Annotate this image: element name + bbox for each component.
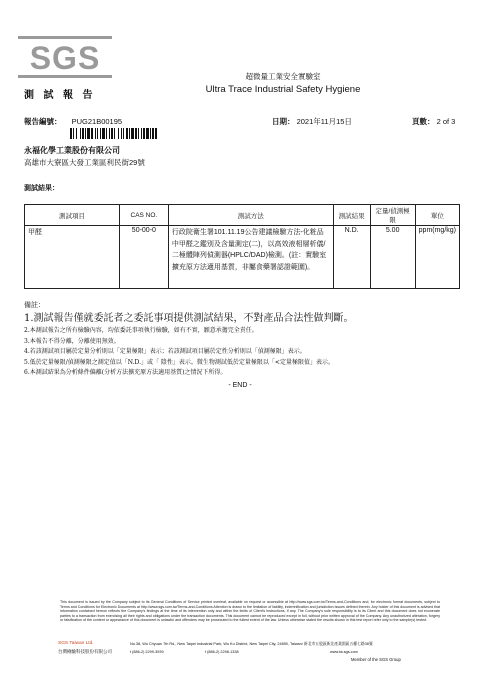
end-marker: - END - bbox=[228, 382, 252, 389]
lab-name-zh: 超微量工業安全實驗室 bbox=[245, 72, 321, 81]
results-label: 測試結果： bbox=[24, 185, 59, 192]
lab-name-en: Ultra Trace Industrial Safety Hygiene bbox=[205, 84, 361, 95]
cell-limit: 5.00 bbox=[370, 226, 415, 289]
footer-company-zh: 台灣檢驗科技股份有限公司 bbox=[58, 649, 112, 654]
cell-item: 甲醛 bbox=[25, 226, 120, 289]
note-item: 6.本測試結果為分析條件偏離(分析方法擴充原方法適用基質)之情況下所得。 bbox=[24, 369, 227, 376]
footer-web: www.tw.sgs.com bbox=[330, 650, 358, 654]
col-cas: CAS NO. bbox=[119, 205, 168, 226]
sgs-logo bbox=[18, 36, 112, 78]
page-value: 2 of 3 bbox=[436, 117, 456, 126]
client-company: 永福化學工業股份有限公司 bbox=[24, 146, 120, 155]
note-item: 5.低於定量極限/偵測極限之測定值以「N.D.」或「 陰性」表示。微生物測試低於定量極限以「<定量極限值」表示。 bbox=[24, 358, 334, 366]
col-method: 測試方法 bbox=[168, 205, 333, 226]
table-row bbox=[25, 226, 460, 289]
notes-list bbox=[24, 312, 464, 379]
report-no-label: 報告編號： bbox=[24, 117, 62, 126]
col-result: 測試結果 bbox=[333, 205, 370, 226]
footer-tel: t (886-2) 2299-3939 bbox=[130, 650, 164, 654]
cell-unit: ppm(mg/kg) bbox=[415, 226, 459, 289]
barcode bbox=[70, 126, 175, 137]
col-unit: 單位 bbox=[415, 205, 459, 226]
cell-method: 行政院衛生署101.11.19公告建議檢驗方法-化粧品中甲醛之鑑別及含量測定(二)，以高效液相層析儀/二極體陣列偵測器(HPLC/DAD)檢測。(註：實驗室擴充原方法適用基質，非屬食藥署認證範圍)。 bbox=[168, 226, 333, 289]
footer-address: No.38, Wu Chyuan 7th Rd., New Taipei Industrial Park, Wu Ku District, New Taipei City, 24890, Taiwan/ 新北市五股區新北產業園區五權七路38號 bbox=[130, 642, 373, 646]
note-item: 2.本測試報告之所有檢驗內容，均依委託事項執行檢驗，如有不實，願意承擔完全責任。 bbox=[24, 327, 258, 334]
client-address: 高雄市大寮區大發工業區利民街29號 bbox=[24, 158, 145, 167]
cell-cas: 50-00-0 bbox=[119, 226, 168, 289]
notes-label: 備註： bbox=[24, 302, 45, 309]
footer-company-en: SGS Taiwan Ltd. bbox=[58, 641, 94, 646]
note-item: 1.測試報告僅就委託者之委託事項提供測試結果，不對產品合法性做判斷。 bbox=[24, 313, 354, 324]
footer-disclaimer: This document is issued by the Company subject to its General Conditions of Service printed overleaf, available on request or accessible at http://www.sgs.com.tw/Terms-and-Conditions and, for electronic format documents, subject to Terms and Conditions for Electronic Documents at http://www.sgs.com.tw/Terms-and-Conditions Attention is drawn to the limitation of liability, indemnification and jurisdiction issues defined therein. Any holder of this document is advised that information contained hereon reflects the Company's findings at the time of its intervention only and within the limits of Client's instructions, if any. The Company's sole responsibility is to its Client and this document does not exonerate parties to a transaction from exercising all their rights and obligations under the transaction documents. This document cannot be reproduced except in full, without prior written approval of the Company. Any unauthorized alteration, forgery or falsification of the content or appearance of this document is unlawful and offenders may be prosecuted to the fullest extent of the law. Unless otherwise stated the results shown in this test report refer only to the sample(s) tested. bbox=[60, 600, 440, 623]
cell-result: N.D. bbox=[333, 226, 370, 289]
logo-text: SGS bbox=[29, 40, 101, 76]
col-test-item: 測試項目 bbox=[25, 205, 120, 226]
page-label: 頁數： bbox=[412, 117, 435, 126]
report-title: 測 試 報 告 bbox=[24, 90, 96, 101]
note-item: 4.若該測試項目屬於定量分析則以「定量極限」表示；若該測試項目屬於定性分析則以「偵測極限」表示。 bbox=[24, 348, 306, 355]
note-item: 3.本報告不得分離，分離使用無效。 bbox=[24, 337, 120, 345]
table-header-row bbox=[25, 205, 460, 226]
report-date bbox=[272, 116, 352, 127]
col-limit: 定量/偵測極限 bbox=[370, 205, 415, 226]
footer-fax: f (886-2) 2298-1338 bbox=[205, 650, 239, 654]
results-table bbox=[24, 204, 460, 289]
date-label: 日期： bbox=[272, 117, 295, 126]
date-value: 2021年11月15日 bbox=[296, 117, 352, 126]
page-number bbox=[412, 116, 455, 127]
footer-member: Member of the SGS Group bbox=[351, 657, 401, 662]
report-no-value: PUG21B00195 bbox=[71, 117, 123, 126]
